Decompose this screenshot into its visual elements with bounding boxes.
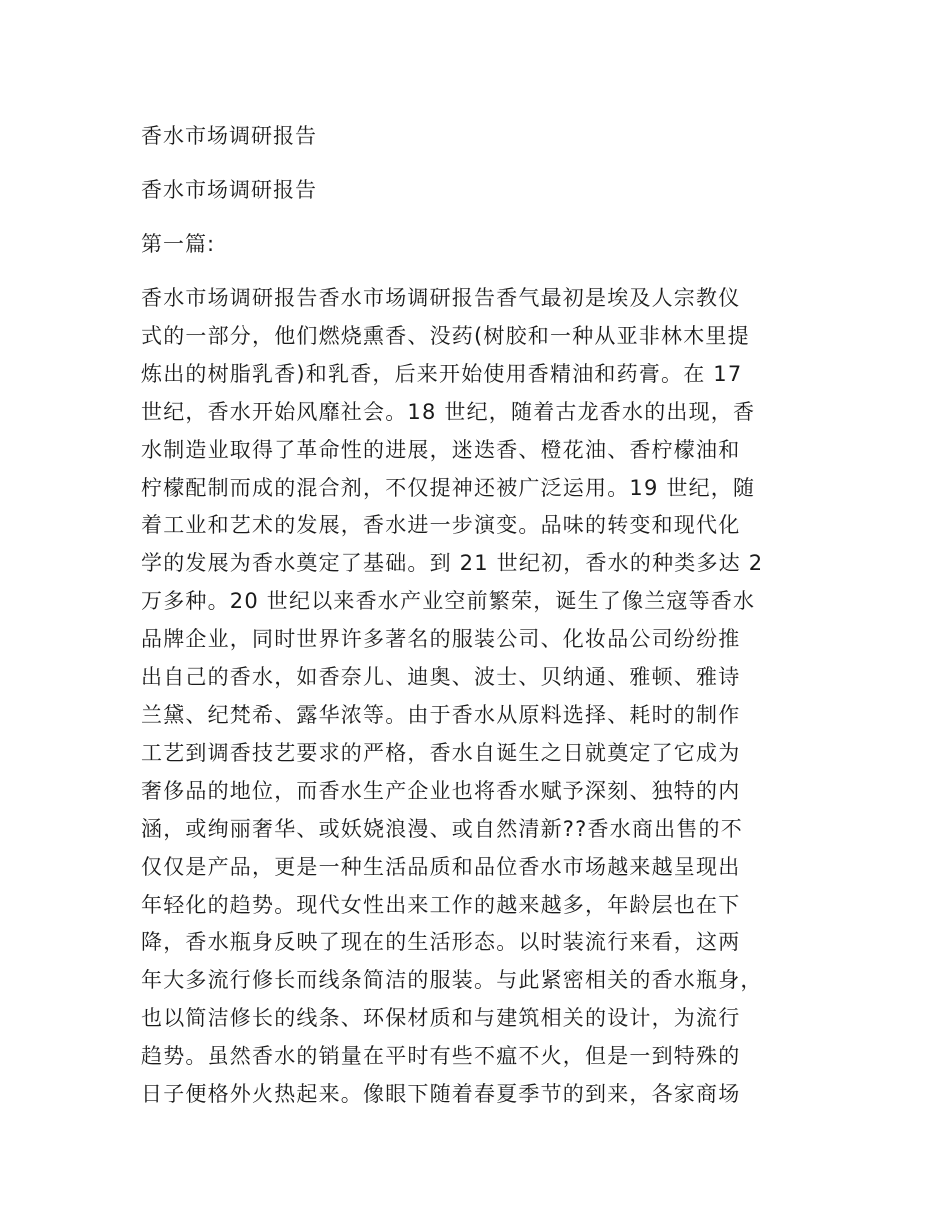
paragraph-line: 水制造业取得了革命性的进展，迷迭香、橙花油、香柠檬油和 [141,437,741,462]
paragraph-line: 趋势。虽然香水的销量在平时有些不瘟不火，但是一到特殊的 [141,1044,741,1069]
paragraph-line: 着工业和艺术的发展，香水进一步演变。品味的转变和现代化 [141,513,741,538]
section-label: 第一篇: [141,232,216,256]
paragraph-line: 世纪，香水开始风靡社会。18 世纪，随着古龙香水的出现，香 [141,399,756,424]
paragraph-line: 年大多流行修长而线条简洁的服装。与此紧密相关的香水瓶身， [141,968,763,993]
document-title: 香水市场调研报告 [141,124,317,148]
paragraph-line: 学的发展为香水奠定了基础。到 21 世纪初，香水的种类多达 2 [141,551,764,576]
paragraph-line: 涵，或绚丽奢华、或妖娆浪漫、或自然清新??香水商出售的不 [141,816,743,841]
body-paragraph [141,280,815,1114]
paragraph-line: 降，香水瓶身反映了现在的生活形态。以时装流行来看，这两 [141,930,741,955]
paragraph-line: 炼出的树脂乳香)和乳香，后来开始使用香精油和药膏。在 17 [141,361,743,386]
paragraph-line: 兰黛、纪梵希、露华浓等。由于香水从原料选择、耗时的制作 [141,702,741,727]
paragraph-line: 香水市场调研报告香水市场调研报告香气最初是埃及人宗教仪 [141,286,741,310]
paragraph-line: 柠檬配制而成的混合剂，不仅提神还被广泛运用。19 世纪，随 [141,475,756,500]
document-content [141,118,815,1114]
paragraph-line: 万多种。20 世纪以来香水产业空前繁荣，诞生了像兰寇等香水 [141,589,756,614]
paragraph-line: 也以简洁修长的线条、环保材质和与建筑相关的设计，为流行 [141,1006,741,1031]
paragraph-line: 出自己的香水，如香奈儿、迪奥、波士、贝纳通、雅顿、雅诗 [141,665,741,690]
paragraph-line: 年轻化的趋势。现代女性出来工作的越来越多，年龄层也在下 [141,892,741,917]
document-subtitle: 香水市场调研报告 [141,178,317,202]
paragraph-line: 工艺到调香技艺要求的严格，香水自诞生之日就奠定了它成为 [141,740,741,765]
paragraph-line: 日子便格外火热起来。像眼下随着春夏季节的到来，各家商场 [141,1082,741,1107]
paragraph-line: 奢侈品的地位，而香水生产企业也将香水赋予深刻、独特的内 [141,778,741,803]
paragraph-line: 品牌企业，同时世界许多著名的服装公司、化妆品公司纷纷推 [141,627,741,652]
paragraph-line: 式的一部分，他们燃烧熏香、没药(树胶和一种从亚非林木里提 [141,323,750,348]
paragraph-line: 仅仅是产品，更是一种生活品质和品位香水市场越来越呈现出 [141,854,741,879]
